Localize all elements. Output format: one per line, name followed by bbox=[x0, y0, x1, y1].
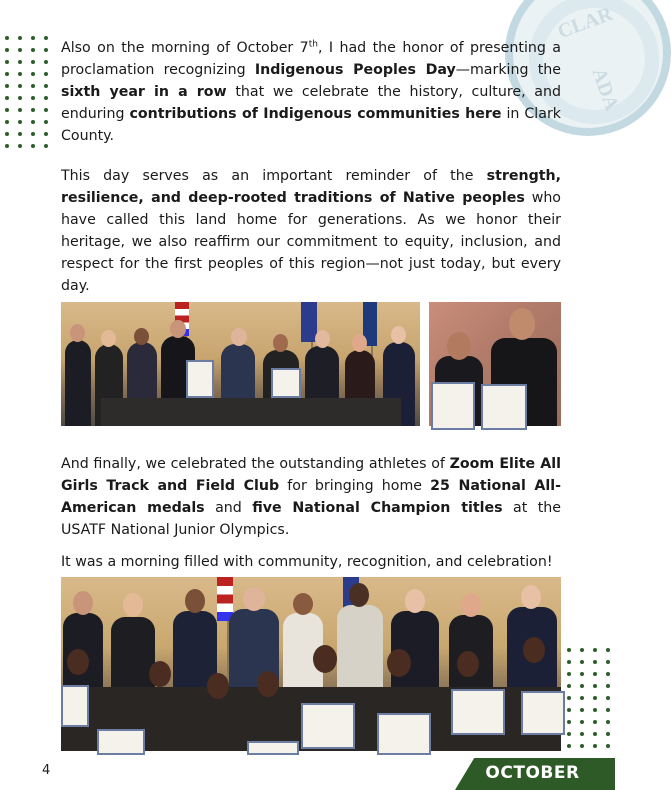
closing-paragraph: It was a morning filled with community, recognition, and celebration! bbox=[61, 554, 553, 570]
decorative-dot bbox=[567, 708, 571, 712]
decorative-dot bbox=[606, 648, 610, 652]
decorative-dot bbox=[31, 96, 35, 100]
decorative-dot bbox=[606, 660, 610, 664]
decorative-dot bbox=[5, 72, 9, 76]
decorative-dot bbox=[5, 48, 9, 52]
month-label: OCTOBER bbox=[485, 763, 580, 783]
decorative-dot bbox=[567, 684, 571, 688]
decorative-dot bbox=[593, 708, 597, 712]
decorative-dot-grid-bottom-right bbox=[567, 648, 610, 748]
decorative-dot bbox=[18, 48, 22, 52]
decorative-dot bbox=[44, 96, 48, 100]
decorative-dot bbox=[18, 108, 22, 112]
decorative-dot bbox=[44, 120, 48, 124]
decorative-dot bbox=[18, 96, 22, 100]
decorative-dot bbox=[567, 744, 571, 748]
decorative-dot bbox=[567, 672, 571, 676]
decorative-dot bbox=[593, 648, 597, 652]
decorative-dot bbox=[44, 60, 48, 64]
decorative-dot bbox=[44, 36, 48, 40]
decorative-dot bbox=[567, 660, 571, 664]
decorative-dot bbox=[593, 720, 597, 724]
decorative-dot bbox=[580, 696, 584, 700]
decorative-dot bbox=[593, 684, 597, 688]
decorative-dot bbox=[593, 672, 597, 676]
decorative-dot bbox=[580, 672, 584, 676]
decorative-dot bbox=[31, 108, 35, 112]
decorative-dot bbox=[580, 648, 584, 652]
decorative-dot bbox=[567, 696, 571, 700]
decorative-dot bbox=[606, 708, 610, 712]
decorative-dot bbox=[18, 84, 22, 88]
decorative-dot bbox=[606, 744, 610, 748]
decorative-dot bbox=[593, 732, 597, 736]
decorative-dot bbox=[18, 120, 22, 124]
decorative-dot bbox=[567, 720, 571, 724]
decorative-dot bbox=[567, 732, 571, 736]
decorative-dot bbox=[31, 120, 35, 124]
decorative-dot bbox=[580, 720, 584, 724]
proclamation-presentation-photo bbox=[429, 302, 561, 426]
decorative-dot bbox=[18, 144, 22, 148]
decorative-dot bbox=[31, 48, 35, 52]
decorative-dot bbox=[593, 696, 597, 700]
decorative-dot bbox=[593, 744, 597, 748]
decorative-dot bbox=[31, 132, 35, 136]
decorative-dot bbox=[18, 72, 22, 76]
decorative-dot bbox=[5, 132, 9, 136]
county-seal-watermark: CLAR ADA bbox=[505, 0, 671, 136]
decorative-dot bbox=[580, 660, 584, 664]
decorative-dot bbox=[5, 144, 9, 148]
decorative-dot bbox=[5, 84, 9, 88]
decorative-dot bbox=[31, 72, 35, 76]
decorative-dot bbox=[44, 108, 48, 112]
decorative-dot bbox=[606, 684, 610, 688]
decorative-dot bbox=[580, 708, 584, 712]
decorative-dot bbox=[44, 144, 48, 148]
proclamation-group-photo bbox=[61, 302, 420, 426]
decorative-dot bbox=[5, 108, 9, 112]
decorative-dot-grid-top-left bbox=[5, 36, 48, 148]
decorative-dot bbox=[44, 48, 48, 52]
decorative-dot bbox=[44, 72, 48, 76]
decorative-dot bbox=[606, 672, 610, 676]
page-number: 4 bbox=[42, 763, 51, 778]
decorative-dot bbox=[580, 684, 584, 688]
decorative-dot bbox=[31, 60, 35, 64]
decorative-dot bbox=[44, 132, 48, 136]
track-club-group-photo bbox=[61, 577, 561, 751]
decorative-dot bbox=[5, 36, 9, 40]
decorative-dot bbox=[18, 60, 22, 64]
decorative-dot bbox=[18, 132, 22, 136]
decorative-dot bbox=[5, 96, 9, 100]
decorative-dot bbox=[18, 36, 22, 40]
decorative-dot bbox=[44, 84, 48, 88]
decorative-dot bbox=[31, 144, 35, 148]
indigenous-peoples-day-paragraph: Also on the morning of October 7th, I had the honor of presenting a proclamation recognizing Indigenous Peoples Day—marking the sixth year in a row that we celebrate the history, culture, and enduring contributions of Indigenous communities here in Clark County. bbox=[61, 39, 562, 144]
decorative-dot bbox=[31, 84, 35, 88]
decorative-dot bbox=[580, 744, 584, 748]
decorative-dot bbox=[606, 720, 610, 724]
decorative-dot bbox=[606, 732, 610, 736]
decorative-dot bbox=[31, 36, 35, 40]
decorative-dot bbox=[580, 732, 584, 736]
native-peoples-paragraph: This day serves as an important reminder of the strength, resilience, and deep-rooted traditions of Native peoples who have called this land home for generations. As we honor their heritage, we also reaffirm our commitment to equity, inclusion, and respect for the first peoples of this region—not just today, but every day. bbox=[61, 168, 561, 294]
decorative-dot bbox=[5, 60, 9, 64]
decorative-dot bbox=[5, 120, 9, 124]
zoom-elite-athletes-paragraph: And finally, we celebrated the outstanding athletes of Zoom Elite All Girls Track and Field Club for bringing home 25 National All-American medals and five National Champion titles at the USATF National Junior Olympics. bbox=[61, 456, 561, 538]
decorative-dot bbox=[593, 660, 597, 664]
decorative-dot bbox=[606, 696, 610, 700]
decorative-dot bbox=[567, 648, 571, 652]
